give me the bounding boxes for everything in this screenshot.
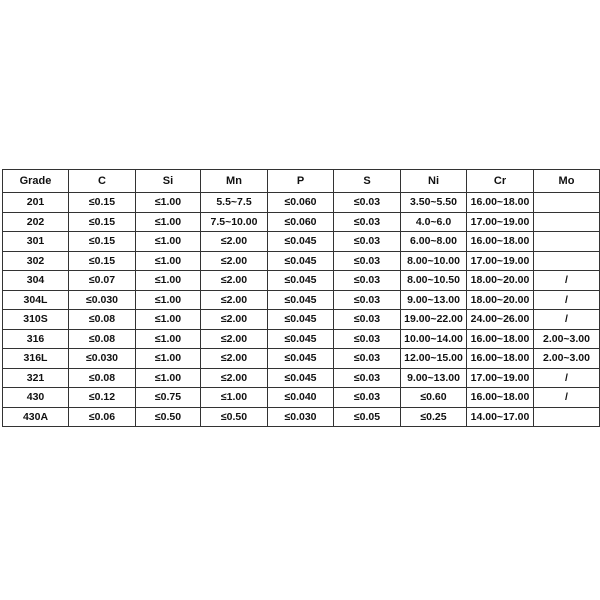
cell-si: ≤1.00 bbox=[136, 251, 201, 271]
cell-s: ≤0.03 bbox=[334, 193, 401, 213]
cell-ni: 12.00~15.00 bbox=[401, 349, 467, 369]
cell-ni: 9.00~13.00 bbox=[401, 290, 467, 310]
cell-mn: ≤2.00 bbox=[201, 232, 268, 252]
cell-s: ≤0.03 bbox=[334, 251, 401, 271]
table-row bbox=[3, 407, 600, 427]
cell-p: ≤0.045 bbox=[268, 290, 334, 310]
cell-s: ≤0.03 bbox=[334, 329, 401, 349]
cell-p: ≤0.045 bbox=[268, 349, 334, 369]
cell-p: ≤0.045 bbox=[268, 329, 334, 349]
cell-mn: ≤2.00 bbox=[201, 271, 268, 291]
cell-s: ≤0.05 bbox=[334, 407, 401, 427]
header-mn: Mn bbox=[201, 170, 268, 193]
cell-cr: 14.00~17.00 bbox=[467, 407, 534, 427]
table-body bbox=[3, 193, 600, 427]
cell-mo bbox=[534, 212, 600, 232]
cell-grade: 304L bbox=[3, 290, 69, 310]
cell-mo: / bbox=[534, 271, 600, 291]
cell-grade: 430 bbox=[3, 388, 69, 408]
table-header-row bbox=[3, 170, 600, 193]
cell-cr: 18.00~20.00 bbox=[467, 271, 534, 291]
cell-grade: 430A bbox=[3, 407, 69, 427]
cell-grade: 321 bbox=[3, 368, 69, 388]
table-row bbox=[3, 310, 600, 330]
cell-ni: 10.00~14.00 bbox=[401, 329, 467, 349]
cell-mo bbox=[534, 251, 600, 271]
cell-s: ≤0.03 bbox=[334, 349, 401, 369]
cell-mo: / bbox=[534, 290, 600, 310]
table-row bbox=[3, 212, 600, 232]
table-row bbox=[3, 388, 600, 408]
cell-c: ≤0.15 bbox=[69, 232, 136, 252]
cell-mo bbox=[534, 232, 600, 252]
table-row bbox=[3, 329, 600, 349]
cell-ni: 9.00~13.00 bbox=[401, 368, 467, 388]
cell-ni: 19.00~22.00 bbox=[401, 310, 467, 330]
cell-si: ≤1.00 bbox=[136, 232, 201, 252]
cell-p: ≤0.060 bbox=[268, 212, 334, 232]
cell-mn: ≤2.00 bbox=[201, 349, 268, 369]
header-s: S bbox=[334, 170, 401, 193]
table-row bbox=[3, 368, 600, 388]
cell-c: ≤0.15 bbox=[69, 212, 136, 232]
cell-mn: ≤2.00 bbox=[201, 251, 268, 271]
cell-ni: 6.00~8.00 bbox=[401, 232, 467, 252]
cell-grade: 310S bbox=[3, 310, 69, 330]
cell-c: ≤0.07 bbox=[69, 271, 136, 291]
cell-c: ≤0.15 bbox=[69, 193, 136, 213]
header-si: Si bbox=[136, 170, 201, 193]
cell-ni: ≤0.60 bbox=[401, 388, 467, 408]
cell-mo: 2.00~3.00 bbox=[534, 349, 600, 369]
cell-cr: 16.00~18.00 bbox=[467, 232, 534, 252]
cell-si: ≤1.00 bbox=[136, 329, 201, 349]
table-row bbox=[3, 232, 600, 252]
cell-s: ≤0.03 bbox=[334, 290, 401, 310]
cell-ni: 3.50~5.50 bbox=[401, 193, 467, 213]
cell-cr: 16.00~18.00 bbox=[467, 329, 534, 349]
header-grade: Grade bbox=[3, 170, 69, 193]
cell-s: ≤0.03 bbox=[334, 310, 401, 330]
cell-ni: ≤0.25 bbox=[401, 407, 467, 427]
cell-ni: 8.00~10.00 bbox=[401, 251, 467, 271]
cell-c: ≤0.15 bbox=[69, 251, 136, 271]
table-row bbox=[3, 271, 600, 291]
cell-grade: 316 bbox=[3, 329, 69, 349]
cell-c: ≤0.08 bbox=[69, 368, 136, 388]
cell-si: ≤0.50 bbox=[136, 407, 201, 427]
cell-si: ≤1.00 bbox=[136, 212, 201, 232]
cell-si: ≤0.75 bbox=[136, 388, 201, 408]
cell-cr: 16.00~18.00 bbox=[467, 349, 534, 369]
cell-s: ≤0.03 bbox=[334, 232, 401, 252]
table-row bbox=[3, 349, 600, 369]
table-row bbox=[3, 193, 600, 213]
cell-grade: 302 bbox=[3, 251, 69, 271]
cell-p: ≤0.045 bbox=[268, 271, 334, 291]
cell-s: ≤0.03 bbox=[334, 388, 401, 408]
cell-cr: 17.00~19.00 bbox=[467, 368, 534, 388]
header-c: C bbox=[69, 170, 136, 193]
cell-cr: 16.00~18.00 bbox=[467, 388, 534, 408]
table-row bbox=[3, 290, 600, 310]
cell-cr: 17.00~19.00 bbox=[467, 251, 534, 271]
cell-mn: ≤2.00 bbox=[201, 329, 268, 349]
cell-c: ≤0.030 bbox=[69, 290, 136, 310]
cell-c: ≤0.12 bbox=[69, 388, 136, 408]
cell-si: ≤1.00 bbox=[136, 349, 201, 369]
cell-p: ≤0.045 bbox=[268, 368, 334, 388]
chemical-composition-table bbox=[2, 169, 600, 427]
cell-p: ≤0.040 bbox=[268, 388, 334, 408]
header-cr: Cr bbox=[467, 170, 534, 193]
cell-cr: 17.00~19.00 bbox=[467, 212, 534, 232]
cell-mo bbox=[534, 407, 600, 427]
cell-mo bbox=[534, 193, 600, 213]
composition-table-container bbox=[2, 169, 599, 427]
table-row bbox=[3, 251, 600, 271]
cell-mn: 5.5~7.5 bbox=[201, 193, 268, 213]
cell-s: ≤0.03 bbox=[334, 212, 401, 232]
cell-p: ≤0.030 bbox=[268, 407, 334, 427]
cell-mn: 7.5~10.00 bbox=[201, 212, 268, 232]
cell-grade: 304 bbox=[3, 271, 69, 291]
cell-c: ≤0.06 bbox=[69, 407, 136, 427]
cell-c: ≤0.030 bbox=[69, 349, 136, 369]
cell-cr: 24.00~26.00 bbox=[467, 310, 534, 330]
cell-si: ≤1.00 bbox=[136, 290, 201, 310]
cell-cr: 18.00~20.00 bbox=[467, 290, 534, 310]
cell-p: ≤0.045 bbox=[268, 232, 334, 252]
header-p: P bbox=[268, 170, 334, 193]
cell-si: ≤1.00 bbox=[136, 271, 201, 291]
cell-ni: 4.0~6.0 bbox=[401, 212, 467, 232]
cell-cr: 16.00~18.00 bbox=[467, 193, 534, 213]
cell-ni: 8.00~10.50 bbox=[401, 271, 467, 291]
cell-si: ≤1.00 bbox=[136, 310, 201, 330]
cell-grade: 202 bbox=[3, 212, 69, 232]
cell-si: ≤1.00 bbox=[136, 368, 201, 388]
cell-grade: 201 bbox=[3, 193, 69, 213]
cell-c: ≤0.08 bbox=[69, 329, 136, 349]
header-mo: Mo bbox=[534, 170, 600, 193]
cell-s: ≤0.03 bbox=[334, 271, 401, 291]
cell-grade: 301 bbox=[3, 232, 69, 252]
cell-mo: / bbox=[534, 310, 600, 330]
cell-p: ≤0.045 bbox=[268, 251, 334, 271]
cell-c: ≤0.08 bbox=[69, 310, 136, 330]
cell-si: ≤1.00 bbox=[136, 193, 201, 213]
cell-mo: / bbox=[534, 388, 600, 408]
cell-grade: 316L bbox=[3, 349, 69, 369]
cell-mn: ≤2.00 bbox=[201, 310, 268, 330]
cell-mo: 2.00~3.00 bbox=[534, 329, 600, 349]
cell-p: ≤0.045 bbox=[268, 310, 334, 330]
cell-mn: ≤1.00 bbox=[201, 388, 268, 408]
cell-mn: ≤0.50 bbox=[201, 407, 268, 427]
cell-mn: ≤2.00 bbox=[201, 368, 268, 388]
cell-mn: ≤2.00 bbox=[201, 290, 268, 310]
cell-s: ≤0.03 bbox=[334, 368, 401, 388]
cell-mo: / bbox=[534, 368, 600, 388]
header-ni: Ni bbox=[401, 170, 467, 193]
cell-p: ≤0.060 bbox=[268, 193, 334, 213]
